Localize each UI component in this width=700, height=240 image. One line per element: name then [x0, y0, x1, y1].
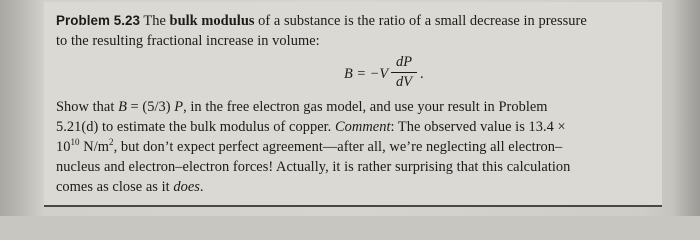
problem-box — [44, 2, 662, 207]
body-line-1: Show that B = (5/3) P, in the free electron gas model, and use your result in Problem — [56, 99, 548, 115]
comment-label: Comment — [334, 119, 391, 135]
problem-line-2: to the resulting fractional increase in volume: — [56, 33, 320, 49]
body-line-4: nucleus and electron–electron forces! Actually, it is rather surprising that this calculation — [56, 159, 571, 175]
bulk-modulus-term: bulk modulus — [169, 13, 255, 29]
bulk-modulus-equation — [56, 53, 650, 95]
body-line-3: $10^{10}$ $N/m^2$, but don’t expect perfect agreement—after all, we’re neglecting all electron– — [56, 137, 563, 155]
fraction-denominator: dV — [396, 74, 412, 90]
equation-lhs: B = −V — [344, 66, 389, 82]
fraction-numerator: dP — [396, 54, 412, 70]
problem-number: Problem 5.23 — [56, 13, 140, 28]
page-edge-shadow — [672, 0, 700, 216]
body-line-5: comes as close as it does. — [56, 179, 204, 195]
problem-line-1: Problem 5.23 The bulk modulus of a substance is the ratio of a small decrease in pressure — [56, 13, 587, 29]
body-line-2: 5.21(d) to estimate the bulk modulus of copper. Comment: The observed value is 13.4 × — [56, 119, 566, 135]
equation-period: . — [420, 66, 424, 82]
equation-fraction — [390, 53, 418, 92]
page-gutter-shadow — [0, 0, 44, 216]
